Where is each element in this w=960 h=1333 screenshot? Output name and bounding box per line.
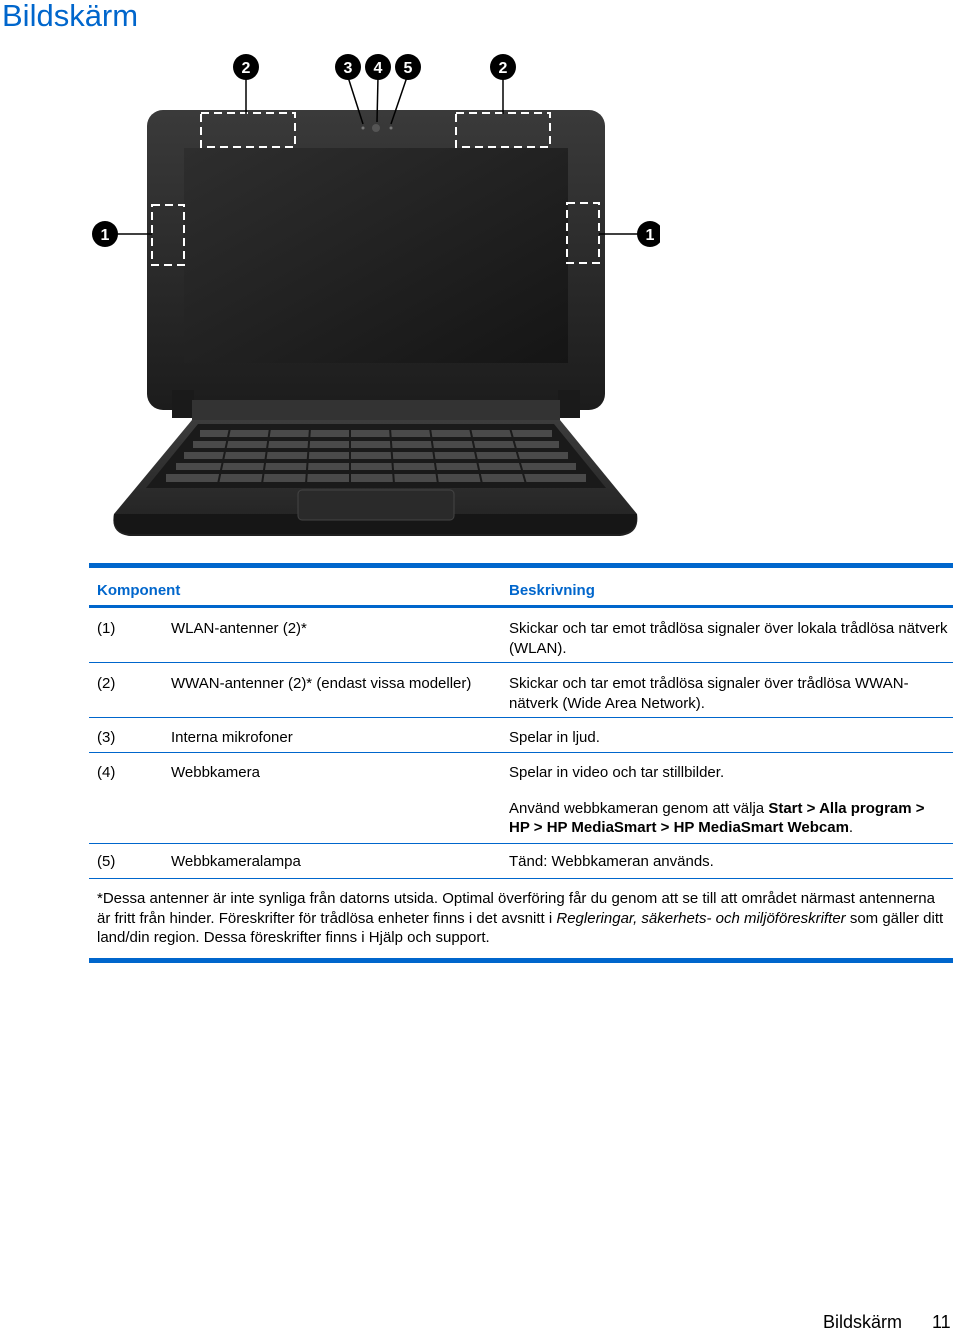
footer-section-label: Bildskärm — [823, 1312, 903, 1332]
svg-text:1: 1 — [100, 227, 110, 244]
webcam — [372, 124, 380, 132]
callout-2-right — [490, 54, 516, 80]
microphone-right — [390, 127, 393, 130]
component-table — [89, 563, 953, 963]
laptop-illustration — [80, 44, 660, 544]
webcam-instructions: Använd webbkameran genom att välja Start > Alla program > HP > HP MediaSmart > HP MediaSmart Webcam. — [509, 799, 925, 836]
svg-text:1: 1 — [645, 227, 655, 244]
svg-text:3: 3 — [343, 60, 353, 77]
callout-2-left — [233, 54, 259, 80]
table-bottom-rule — [89, 958, 953, 963]
callout-1-left — [92, 221, 118, 247]
table-footnote: *Dessa antenner är inte synliga från datorns utsida. Optimal överföring får du genom att se till att området närmast antennerna är fritt från hinder. Föreskrifter för trådlösa enheter finns i det avsnitt i Regleringar, säkerhets- och miljöföreskrifter som gäller ditt land/din region. Dessa föreskrifter finns i Hjälp och support. — [97, 890, 944, 946]
header-description: Beskrivning — [509, 582, 595, 599]
callout-4 — [365, 54, 391, 80]
header-component: Komponent — [97, 582, 181, 599]
table-row: (5) Webbkameralampa Tänd: Webbkameran används. — [97, 853, 714, 870]
callout-5 — [395, 54, 421, 80]
microphone-left — [362, 127, 365, 130]
touchpad — [298, 490, 454, 520]
page-title: Bildskärm — [2, 0, 139, 33]
callout-3 — [335, 54, 361, 80]
svg-text:2: 2 — [241, 60, 251, 77]
table-row: (1) WLAN-antenner (2)* Skickar och tar emot trådlösa signaler över lokala trådlösa nätverk (WLAN). — [97, 620, 948, 657]
svg-text:4: 4 — [373, 60, 383, 77]
table-row: (4) Webbkamera Spelar in video och tar stillbilder. Använd webbkameran genom att välja Start > Alla program > HP > HP MediaSmart > HP MediaSmart Webcam. — [89, 753, 953, 843]
page-number: 11 — [932, 1312, 951, 1332]
laptop-screen — [184, 148, 568, 363]
callout-1-right — [637, 221, 660, 247]
table-row: (3) Interna mikrofoner Spelar in ljud. — [97, 729, 600, 746]
svg-text:2: 2 — [498, 60, 508, 77]
svg-text:5: 5 — [403, 60, 413, 77]
table-header — [89, 568, 953, 605]
table-row: (2) WWAN-antenner (2)* (endast vissa modeller) Skickar och tar emot trådlösa signaler över trådlösa WWAN-nätverk (Wide Area Network). — [97, 675, 909, 712]
